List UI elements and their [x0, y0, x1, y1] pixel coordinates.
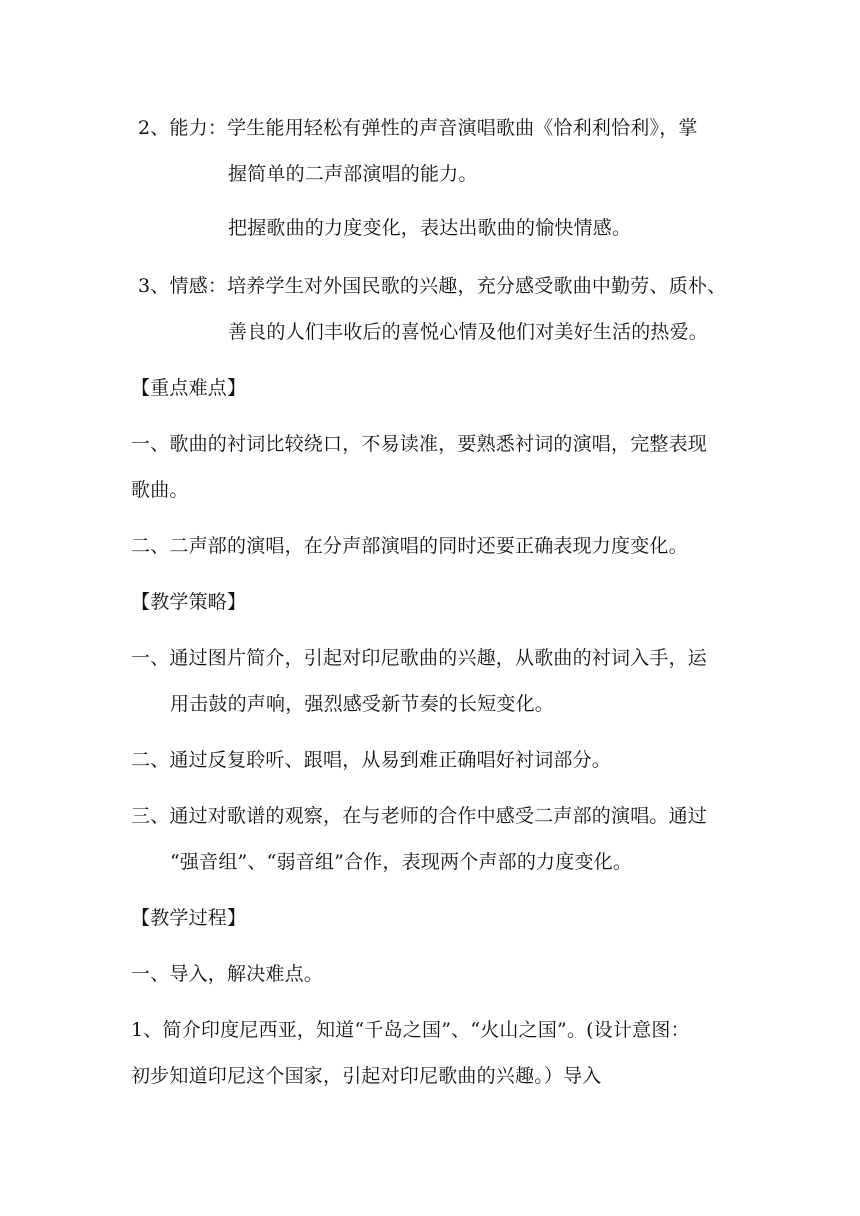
text-line: 三、通过对歌谱的观察，在与老师的合作中感受二声部的演唱。通过 — [131, 805, 708, 827]
text-line: “强音组”、“弱音组”合作，表现两个声部的力度变化。 — [170, 851, 633, 873]
text-line: 一、歌曲的衬词比较绕口，不易读准，要熟悉衬词的演唱，完整表现 — [131, 433, 708, 455]
text-line: 把握歌曲的力度变化，表达出歌曲的愉快情感。 — [228, 217, 632, 239]
text-line: 二、通过反复聆听、跟唱，从易到难正确唱好衬词部分。 — [131, 749, 612, 771]
text-line: 握简单的二声部演唱的能力。 — [228, 163, 478, 185]
text-line: 一、导入，解决难点。 — [131, 963, 324, 985]
section-heading: 【教学过程】 — [131, 907, 247, 929]
text-line: 用击鼓的声响，强烈感受新节奏的长短变化。 — [170, 693, 555, 715]
text-line: 善良的人们丰收后的喜悦心情及他们对美好生活的热爱。 — [228, 321, 709, 343]
text-line: 初步知道印尼这个国家，引起对印尼歌曲的兴趣。）导入 — [131, 1065, 602, 1087]
text-line: 二、二声部的演唱，在分声部演唱的同时还要正确表现力度变化。 — [131, 535, 688, 557]
text-line: 一、通过图片简介，引起对印尼歌曲的兴趣，从歌曲的衬词入手，运 — [131, 647, 708, 669]
section-heading: 【教学策略】 — [131, 591, 247, 613]
text-line: 3、情感：培养学生对外国民歌的兴趣，充分感受歌曲中勤劳、质朴、 — [138, 275, 727, 297]
text-line: 2、能力：学生能用轻松有弹性的声音演唱歌曲《恰利利恰利》，掌 — [138, 117, 698, 139]
text-line: 1、简介印度尼西亚，知道“千岛之国”、“火山之国”。(设计意图： — [131, 1019, 690, 1041]
section-heading: 【重点难点】 — [131, 377, 247, 399]
text-line: 歌曲。 — [131, 479, 189, 501]
